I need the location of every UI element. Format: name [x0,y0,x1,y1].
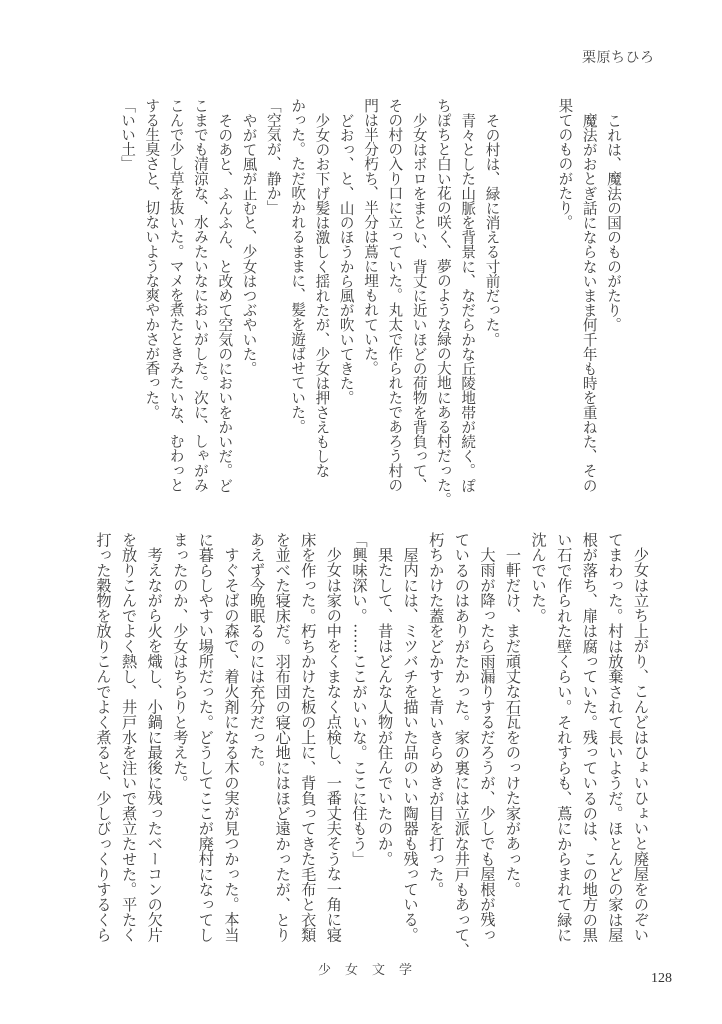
text-line: 「いい土」 [119,98,137,171]
blank-line [504,98,528,498]
text-line: 魔法がおとぎ話にならないまま何千年も時を重ねた、その [580,112,598,493]
blank-line [528,98,552,498]
text-line: する生臭さと、切ないような爽やかさが香った。 [143,98,161,420]
text-line: あえず今晩眠るのには充分だった。 [248,532,267,776]
text-line: 一軒だけ、まだ頑丈な石瓦をのっけた家があった。 [504,547,523,897]
text-line: かった。ただ吹かれるままに、髪を遊ばせていた。 [289,98,307,434]
text-line: 屋内には、ミツバチを描いた品のいい陶器も残っている。 [401,547,420,943]
text-line: こんで少し草を抜いた。マメを煮たときみたいな、むわっと [167,98,185,493]
text-line: 少女のお下げ髪は激しく揺れたが、少女は押さえもしな [313,112,331,478]
text-line: やがて風が止むと、少女はつぶやいた。 [240,112,258,376]
text-line: 青々とした山脈を背景に、なだらかな丘陵地帯が続く。ぽ [459,112,477,493]
text-line: そのあと、ふんふん、と改めて空気のにおいをかいだ。ど [216,112,234,493]
text-line: その村は、緑に消える寸前だった。 [483,112,501,347]
text-line: 根が落ち、扉は腐っていた。残っているのは、この地方の黒 [580,532,599,943]
magazine-title: 少女文学 [318,963,427,978]
text-line: 少女は家の中をくまなく点検し、一番丈夫そうな一角に寝 [324,547,343,943]
text-line: その村の入り口に立っていた。丸太で作られたであろう村の [386,98,404,493]
author-name: 栗原ちひろ [582,50,655,66]
text-line: てまわった。村は放棄されて長いようだ。ほとんどの家は屋 [606,532,625,943]
text-line: 「興味深い。……ここがいいな。ここに住もう」 [350,532,369,867]
text-line: い石で作られた壁くらい。それすらも、蔦にからまれて緑に [555,532,574,943]
text-line: ちぽちと白い花の咲く、夢のような緑の大地にある村だった。 [434,98,452,507]
text-line: これは、魔法の国のものがたり。 [605,112,622,332]
text-line: すぐそばの森で、着火剤になる木の実が見つかった。本当 [222,547,241,943]
text-line: 打った穀物を放りこんでよく煮ると、少しびっくりするくら [94,532,113,943]
text-line: 「空気が、静か」 [264,98,282,215]
page-number: 128 [651,971,672,986]
text-line: まったのか、少女はちらりと考えた。 [171,532,190,791]
text-line: 門は半分朽ち、半分は蔦に埋もれていた。 [362,98,380,376]
text-line: ているのはありがたかった。家の裏には立派な井戸もあって、 [452,532,471,958]
text-line: 朽ちかけた蓋をどかすと青いきらめきが目を打った。 [427,532,446,897]
text-line: 果たして、昔はどんな人物が住んでいたのか。 [376,547,395,867]
text-line: どおっ、と、山のほうから風が吹いてきた。 [337,112,355,405]
lower-text-block [90,532,653,958]
text-line: に暮らしやすい場所だった。どうしてここが廃村になってし [196,532,215,943]
text-line: こまでも清涼な、水みたいなにおいがした。次に、しゃがみ [191,98,209,493]
text-line: 考えながら火を熾し、小鍋に最後に残ったベーコンの欠片 [145,547,164,943]
text-line: 少女は立ち上がり、こんどはひょいひょいと廃屋をのぞい [632,547,650,943]
text-line: 大雨が降ったら雨漏りするだろうが、少しでも屋根が残っ [478,547,497,943]
text-line: を並べた寝床だ。羽布団の寝心地にはほど遠かったが、とり [273,532,292,943]
text-line: を放りこんでよく熱し、井戸水を注いで煮立たせた。平たく [120,532,139,943]
text-line: 果てのものがたり。 [556,98,574,230]
text-line: 沈んでいた。 [529,532,548,624]
upper-text-block [115,98,625,507]
text-line: 少女はボロをまとい、背丈に近いほどの荷物を背負って、 [410,112,428,493]
text-line: 床を作った。朽ちかけた板の上に、背負ってきた毛布と衣類 [299,532,318,943]
